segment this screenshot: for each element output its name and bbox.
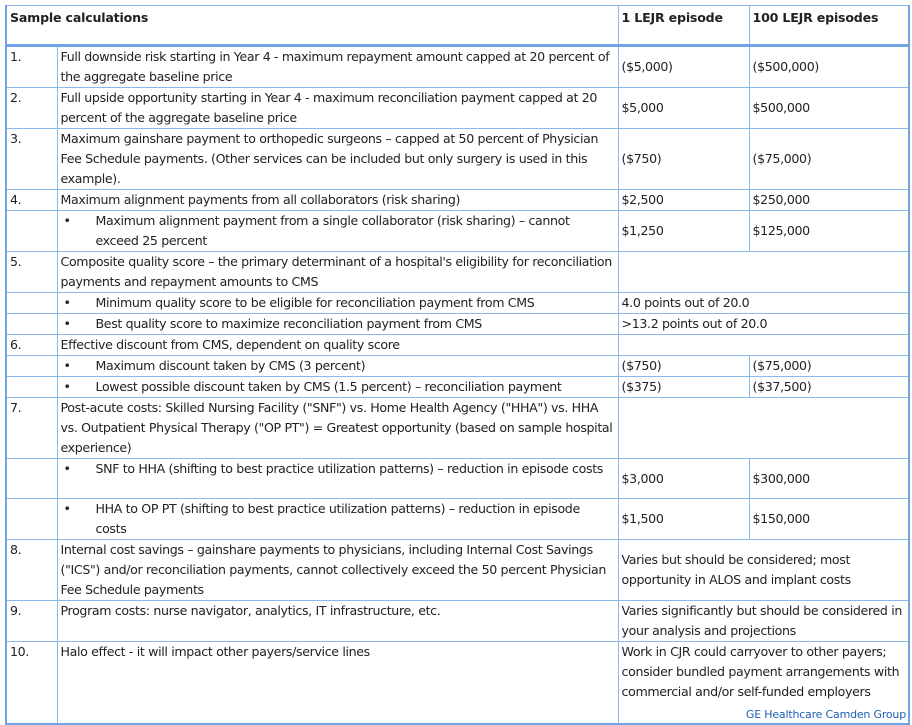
value-100-episodes: $125,000 — [749, 211, 909, 252]
header-100-episodes: 100 LEJR episodes — [749, 6, 909, 46]
table-subrow — [6, 499, 909, 540]
value-span: Varies but should be considered; most opportunity in ALOS and implant costs — [618, 540, 909, 601]
table-subrow — [6, 314, 909, 335]
row-number: 5. — [6, 252, 57, 293]
row-description: Effective discount from CMS, dependent on quality score — [57, 335, 618, 356]
subrow-text: HHA to OP PT (shifting to best practice utilization patterns) – reduction in episode costs — [95, 501, 580, 536]
table-row — [6, 601, 909, 642]
row-description: Full downside risk starting in Year 4 - maximum repayment amount capped at 20 percent of the aggregate baseline price — [57, 46, 618, 88]
bullet-icon: • — [63, 295, 71, 310]
row-description — [57, 459, 618, 499]
sample-calculations-table — [5, 5, 910, 725]
value-span: Work in CJR could carryover to other payers; consider bundled payment arrangements with commercial and/or self-funded employers — [618, 642, 909, 724]
row-number — [6, 499, 57, 540]
subrow-text: Maximum discount taken by CMS (3 percent) — [95, 358, 366, 373]
row-number: 1. — [6, 46, 57, 88]
subrow-text: Maximum alignment payment from a single collaborator (risk sharing) – cannot exceed 25 percent — [95, 213, 570, 248]
table-row — [6, 252, 909, 293]
table-row — [6, 190, 909, 211]
bullet-icon: • — [63, 316, 71, 331]
row-description — [57, 356, 618, 377]
value-1-episode: $3,000 — [618, 459, 749, 499]
table-header-row — [6, 6, 909, 46]
value-1-episode: $1,250 — [618, 211, 749, 252]
subrow-text: Minimum quality score to be eligible for reconciliation payment from CMS — [95, 295, 535, 310]
row-number — [6, 293, 57, 314]
value-100-episodes: ($500,000) — [749, 46, 909, 88]
bullet-icon: • — [63, 501, 71, 516]
value-100-episodes: ($75,000) — [749, 356, 909, 377]
value-1-episode: ($750) — [618, 129, 749, 190]
value-span — [618, 398, 909, 459]
table-subrow — [6, 377, 909, 398]
row-description: Maximum gainshare payment to orthopedic surgeons – capped at 50 percent of Physician Fee Schedule payments. (Other services can be included but only surgery is used in this example). — [57, 129, 618, 190]
row-number — [6, 377, 57, 398]
row-number: 10. — [6, 642, 57, 724]
row-description: Composite quality score – the primary determinant of a hospital's eligibility for reconciliation payments and repayment amounts to CMS — [57, 252, 618, 293]
value-span: 4.0 points out of 20.0 — [618, 293, 909, 314]
header-1-episode: 1 LEJR episode — [618, 6, 749, 46]
table-row — [6, 335, 909, 356]
row-number: 8. — [6, 540, 57, 601]
value-1-episode: ($750) — [618, 356, 749, 377]
value-span — [618, 252, 909, 293]
value-100-episodes: $150,000 — [749, 499, 909, 540]
table-subrow — [6, 459, 909, 499]
value-100-episodes: ($75,000) — [749, 129, 909, 190]
value-100-episodes: $250,000 — [749, 190, 909, 211]
table-row — [6, 398, 909, 459]
row-description: Halo effect - it will impact other payers/service lines — [57, 642, 618, 724]
row-number: 9. — [6, 601, 57, 642]
value-1-episode: ($5,000) — [618, 46, 749, 88]
bullet-icon: • — [63, 379, 71, 394]
table-subrow — [6, 211, 909, 252]
subrow-text: Lowest possible discount taken by CMS (1.5 percent) – reconciliation payment — [95, 379, 562, 394]
row-description: Full upside opportunity starting in Year 4 - maximum reconciliation payment capped at 20 percent of the aggregate baseline price — [57, 88, 618, 129]
row-description — [57, 499, 618, 540]
table-subrow — [6, 293, 909, 314]
table-subrow — [6, 356, 909, 377]
table-row — [6, 88, 909, 129]
value-span — [618, 335, 909, 356]
row-description: Post-acute costs: Skilled Nursing Facility ("SNF") vs. Home Health Agency ("HHA") vs. HHA vs. Outpatient Physical Therapy ("OP PT") = Greatest opportunity (based on sample hospital experience) — [57, 398, 618, 459]
value-100-episodes: $500,000 — [749, 88, 909, 129]
table-row — [6, 540, 909, 601]
value-1-episode: ($375) — [618, 377, 749, 398]
footer-attribution: GE Healthcare Camden Group — [745, 708, 906, 721]
value-1-episode: $1,500 — [618, 499, 749, 540]
value-1-episode: $2,500 — [618, 190, 749, 211]
header-sample-calculations: Sample calculations — [6, 6, 618, 46]
row-description: Maximum alignment payments from all collaborators (risk sharing) — [57, 190, 618, 211]
row-number: 6. — [6, 335, 57, 356]
bullet-icon: • — [63, 461, 71, 476]
value-1-episode: $5,000 — [618, 88, 749, 129]
bullet-icon: • — [63, 213, 71, 228]
row-number — [6, 314, 57, 335]
row-number: 2. — [6, 88, 57, 129]
bullet-icon: • — [63, 358, 71, 373]
row-description — [57, 314, 618, 335]
value-span: Varies significantly but should be considered in your analysis and projections — [618, 601, 909, 642]
row-description — [57, 211, 618, 252]
value-span: >13.2 points out of 20.0 — [618, 314, 909, 335]
subrow-text: SNF to HHA (shifting to best practice utilization patterns) – reduction in episode costs — [95, 461, 603, 476]
row-number: 7. — [6, 398, 57, 459]
row-number: 4. — [6, 190, 57, 211]
row-number — [6, 459, 57, 499]
table-row — [6, 46, 909, 88]
table-row — [6, 129, 909, 190]
row-description: Program costs: nurse navigator, analytics, IT infrastructure, etc. — [57, 601, 618, 642]
row-number: 3. — [6, 129, 57, 190]
row-number — [6, 211, 57, 252]
value-100-episodes: $300,000 — [749, 459, 909, 499]
value-100-episodes: ($37,500) — [749, 377, 909, 398]
row-number — [6, 356, 57, 377]
row-description — [57, 293, 618, 314]
subrow-text: Best quality score to maximize reconciliation payment from CMS — [95, 316, 482, 331]
row-description — [57, 377, 618, 398]
row-description: Internal cost savings – gainshare payments to physicians, including Internal Cost Savings ("ICS") and/or reconciliation payments, cannot collectively exceed the 50 percent Physician Fee Schedule payments — [57, 540, 618, 601]
